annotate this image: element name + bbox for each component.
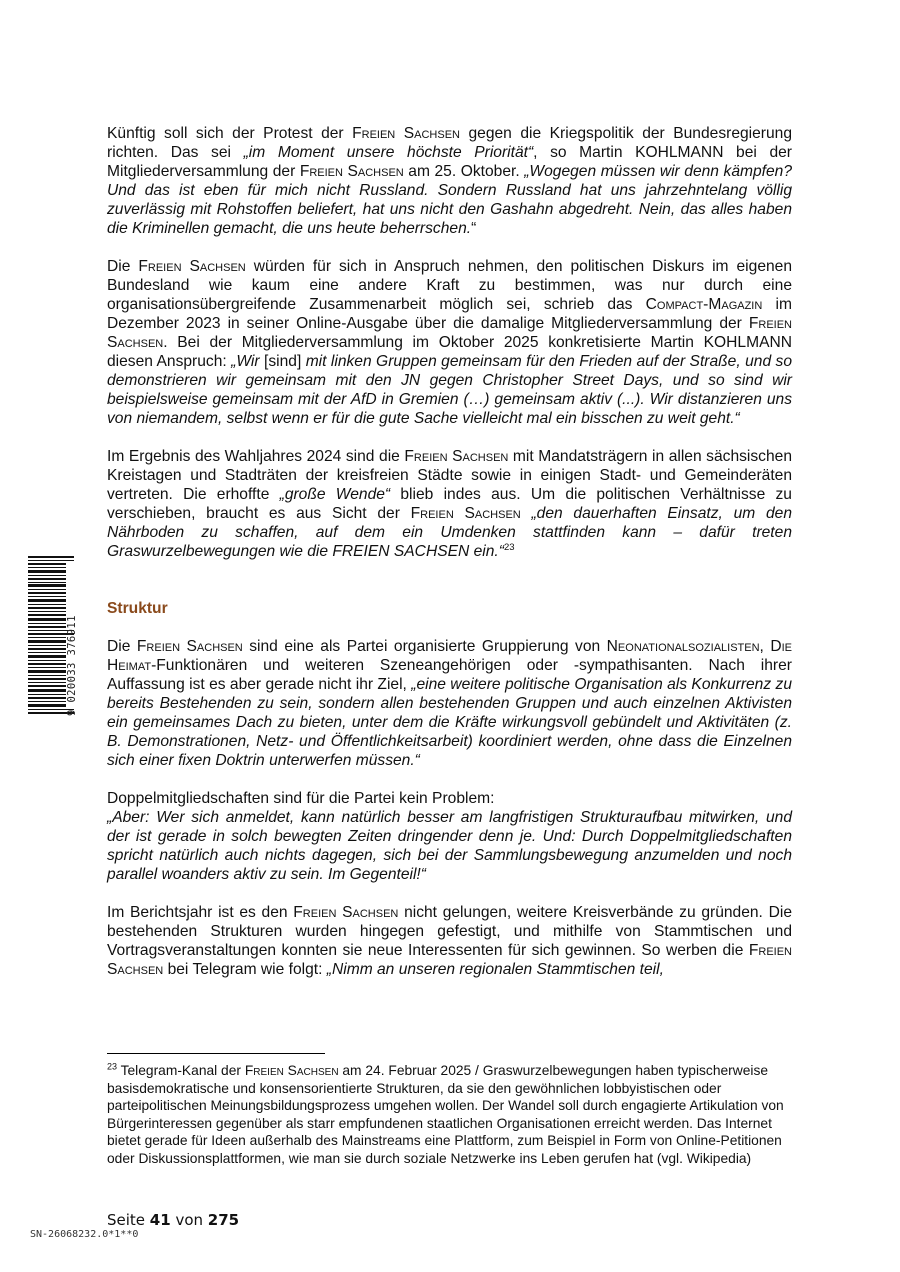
paragraph-5-intro: Doppelmitgliedschaften sind für die Partei kein Problem:	[107, 790, 495, 807]
document-serial: SN-26068232.0*1**0	[30, 1229, 139, 1240]
paragraph-1: Künftig soll sich der Protest der Freien Sachsen gegen die Kriegspolitik der Bundesregierung richten. Das sei „im Moment unsere höchste Priorität“, so Martin KOHLMANN bei der Mitgliederversammlung der Freien Sachsen am 25. Oktober. „Wogegen müssen wir denn kämpfen? Und das ist eben für mich nicht Russland. Sondern Russland hat uns jahrzehntelang völlig zuverlässig mit Rohstoffen beliefert, hat uns nicht den Gashahn abgedreht. Nein, das alles haben die Kriminellen gemacht, die uns heute beherrschen.“	[107, 125, 793, 237]
paragraph-6: Im Berichtsjahr ist es den Freien Sachsen nicht gelungen, weitere Kreisverbände zu gründen. Die bestehenden Strukturen wurden hingegen gefestigt, und mithilfe von Stammtischen und Vortragsveranstaltungen konnten sie neue Interessenten für sich gewinnen. So werben die Freien Sachsen bei Telegram wie folgt: „Nimm an unseren regionalen Stammtischen teil,	[107, 904, 792, 978]
footnote-23: $^{23}$ Telegram-Kanal der Freien Sachsen am 24. Februar 2025 / Graswurzelbewegungen haben typischerweise basisdemokratische und konsensorientierte Strukturen, da sie den gewöhnlichen lobbyistischen oder parteipolitischen Meinungsbildungsprozess umgehen wollen. Der Wandel soll durch engagierte Artikulation von Bürgerinteressen gegenüber als starr empfundenen staatlichen Organisationen erreicht werden. Das Internet bietet gerade für Ideen außerhalb des Mainstreams eine Plattform, zum Beispiel in Form von Online-Petitionen oder Diskussionsplattformen, wie man sie durch soziale Netzwerke ins Leben gerufen hat (vgl. Wikipedia)	[107, 1061, 784, 1166]
page-number: Seite 41 von 275	[107, 1211, 240, 1229]
main-text	[107, 124, 792, 979]
footnote-number: 23	[107, 1061, 118, 1072]
footnote-ref[interactable]: 23	[503, 541, 515, 553]
footnote-separator	[107, 1053, 325, 1054]
paragraph-3: Im Ergebnis des Wahljahres 2024 sind die Freien Sachsen mit Mandatsträgern in allen sächsischen Kreistagen und Stadträten der kreisfreien Städte sowie in einigen Stadt- und Gemeinderäten vertreten. Die erhoffte „große Wende“ blieb indes aus. Um die politischen Verhältnisse zu verschieben, braucht es aus Sicht der Freien Sachsen „den dauerhaften Einsatz, um den Nährboden zu schaffen, auf dem ein Umdenken stattfinden kann – dafür treten Graswurzelbewegungen wie die FREIEN SACHSEN ein.“$^{23}$	[107, 448, 792, 560]
paragraph-4: Die Freien Sachsen sind eine als Partei organisierte Gruppierung von Neonationalsozialisten, Die Heimat-Funktionären und weiteren Szeneangehörigen oder -sympathisanten. Nach ihrer Auffassung ist es aber gerade nicht ihr Ziel, „eine weitere politische Organisation als Konkurrenz zu bereits Bestehenden zu sein, sondern allen bestehenden Gruppen und auch einzelnen Aktivisten ein gemeinsames Dach zu bieten, unter dem die Kräfte wirkungsvoll gebündelt und Aktivitäten (z. B. Demonstrationen, Netz- und Öffentlichkeitsarbeit) koordiniert werden, ohne dass die Einzelnen sich einer fixen Doktrin unterwerfen müssen.“	[107, 638, 793, 769]
paragraph-5-quote: „Aber: Wer sich anmeldet, kann natürlich besser am langfristigen Strukturaufbau mitwirken, und der ist gerade in solch bewegten Zeiten dringender denn je. Und: Durch Doppelmitgliedschaften spricht natürlich auch nichts dagegen, sich bei der Sammlungsbewegung anzumelden und noch parallel woanders aktiv zu sein. Im Gegenteil!“	[107, 809, 792, 883]
barcode-digits: 9 020033 376911	[66, 615, 78, 716]
section-heading: Struktur	[107, 600, 168, 617]
paragraph-2: Die Freien Sachsen würden für sich in Anspruch nehmen, den politischen Diskurs im eigenen Bundesland wie kaum eine andere Kraft zu bestimmen, was nur durch eine organisationsübergreifende Zusammenarbeit möglich sei, schrieb das Compact-Magazin im Dezember 2023 in seiner Online-Ausgabe über die damalige Mitgliederversammlung der Freien Sachsen. Bei der Mitgliederversammlung im Oktober 2025 konkretisierte Martin KOHLMANN diesen Anspruch: „Wir [sind] mit linken Gruppen gemeinsam für den Frieden auf der Straße, und so demonstrieren wir gemeinsam mit den JN gegen Christopher Street Days, und so sind wir beispielsweise gemeinsam mit der AfD in Gremien (…) gemeinsam aktiv (...). Wir distanzieren uns von niemandem, selbst wenn er für die gute Sache vielleicht mal ein bisschen zu weit geht.“	[107, 258, 793, 427]
